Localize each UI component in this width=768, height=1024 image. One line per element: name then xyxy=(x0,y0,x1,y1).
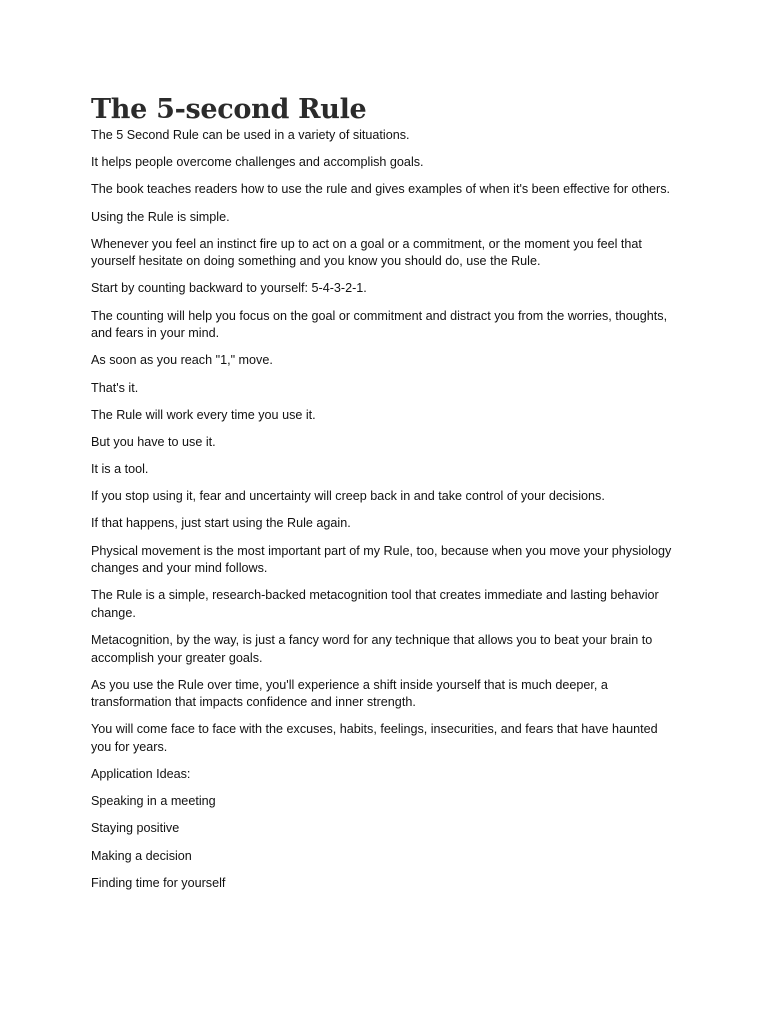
paragraph: If you stop using it, fear and uncertainty will creep back in and take control of your decisions. xyxy=(91,489,605,504)
paragraph: The Rule will work every time you use it. xyxy=(91,407,316,422)
application-idea-item: Speaking in a meeting xyxy=(91,794,216,809)
document-page xyxy=(91,93,681,902)
paragraph: But you have to use it. xyxy=(91,434,216,449)
application-idea-item: Making a decision xyxy=(91,848,192,863)
application-ideas-heading: Application Ideas: xyxy=(91,767,191,782)
paragraph: The counting will help you focus on the goal or commitment and distract you from the worries, thoughts, and fears in your mind. xyxy=(91,308,668,341)
document-body xyxy=(91,127,681,892)
paragraph: You will come face to face with the excuses, habits, feelings, insecurities, and fears that have haunted you for years. xyxy=(91,722,658,754)
paragraph: Physical movement is the most important part of my Rule, too, because when you move your physiology changes and your mind follows. xyxy=(91,543,672,576)
paragraph: As soon as you reach "1," move. xyxy=(91,353,273,368)
paragraph: The book teaches readers how to use the rule and gives examples of when it's been effective for others. xyxy=(91,182,671,197)
paragraph: Whenever you feel an instinct fire up to act on a goal or a commitment, or the moment you feel that yourself hesitate on doing something and you know you should do, use the Rule. xyxy=(91,236,642,269)
paragraph: The Rule is a simple, research-backed metacognition tool that creates immediate and lasting behavior change. xyxy=(91,588,659,620)
document-title: The 5-second Rule xyxy=(91,94,367,125)
paragraph: Using the Rule is simple. xyxy=(91,209,230,224)
paragraph: The 5 Second Rule can be used in a variety of situations. xyxy=(91,128,410,142)
paragraph: Start by counting backward to yourself: 5-4-3-2-1. xyxy=(91,281,367,296)
paragraph: It is a tool. xyxy=(91,462,149,477)
application-idea-item: Finding time for yourself xyxy=(91,875,226,890)
paragraph: Metacognition, by the way, is just a fancy word for any technique that allows you to beat your brain to accomplish your greater goals. xyxy=(91,633,653,665)
paragraph: If that happens, just start using the Rule again. xyxy=(91,516,351,531)
application-idea-item: Staying positive xyxy=(91,821,180,836)
paragraph: That's it. xyxy=(91,380,139,395)
paragraph: As you use the Rule over time, you'll experience a shift inside yourself that is much deeper, a transformation that impacts confidence and inner strength. xyxy=(91,677,608,710)
paragraph: It helps people overcome challenges and accomplish goals. xyxy=(91,155,424,170)
